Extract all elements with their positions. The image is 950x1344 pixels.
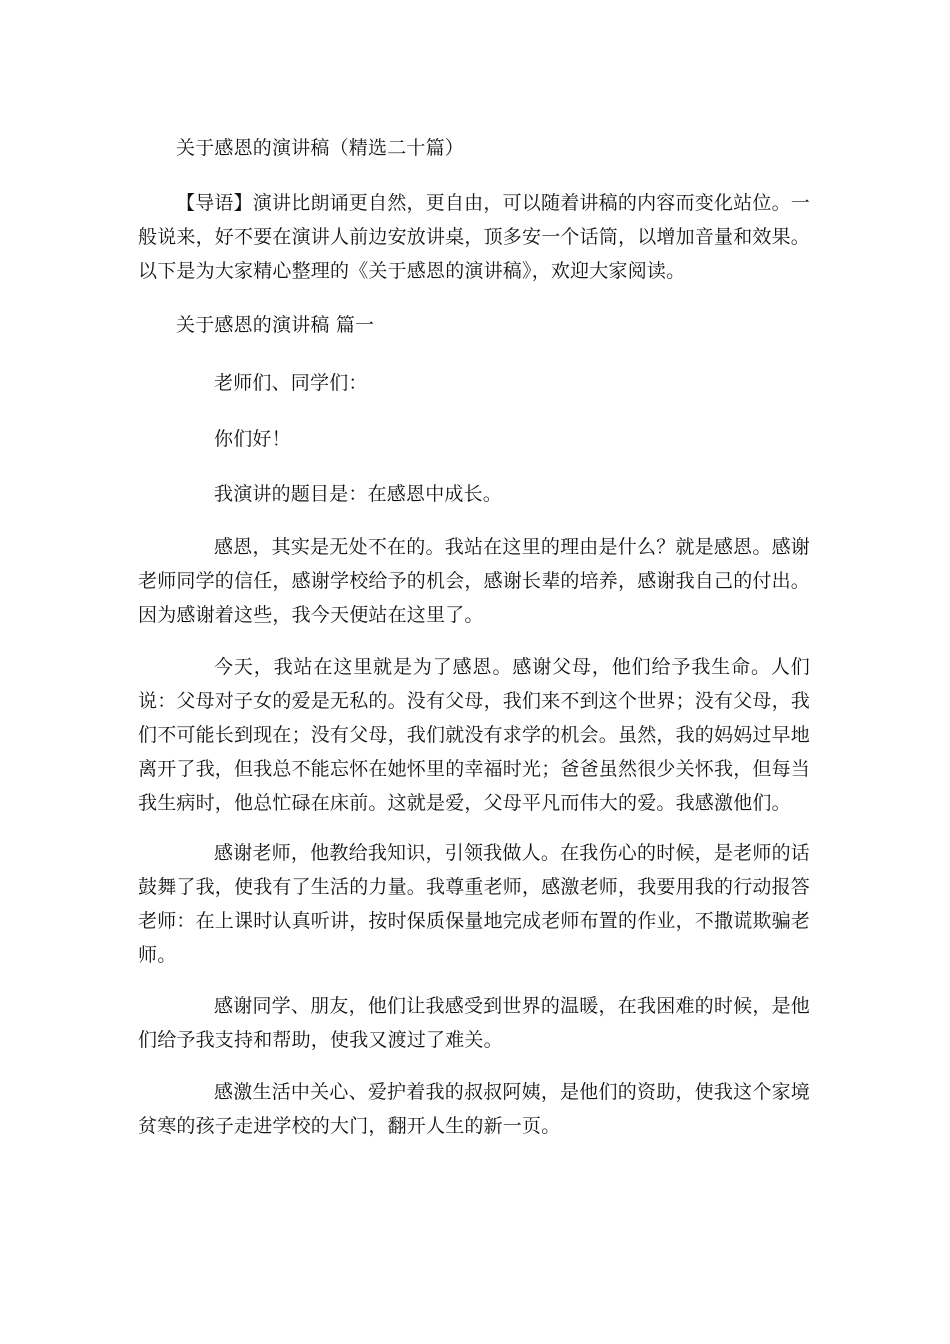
document-title: 关于感恩的演讲稿（精选二十篇） bbox=[176, 137, 465, 159]
body-paragraph: 感激生活中关心、爱护着我的叔叔阿姨，是他们的资助，使我这个家境贫寒的孩子走进学校的大门，翻开人生的新一页。 bbox=[138, 1081, 810, 1137]
intro-paragraph: 【导语】演讲比朗诵更自然，更自由，可以随着讲稿的内容而变化站位。一般说来，好不要在演讲人前边安放讲桌，顶多安一个话筒，以增加音量和效果。以下是为大家精心整理的《关于感恩的演讲稿》，欢迎大家阅读。 bbox=[138, 192, 811, 282]
body-paragraph: 感谢同学、朋友，他们让我感受到世界的温暖，在我困难的时候，是他们给予我支持和帮助，使我又渡过了难关。 bbox=[138, 995, 810, 1051]
body-paragraph: 感谢老师，他教给我知识，引领我做人。在我伤心的时候，是老师的话鼓舞了我，使我有了生活的力量。我尊重老师，感激老师，我要用我的行动报答老师：在上课时认真听讲，按时保质保量地完成老师布置的作业，不撒谎欺骗老师。 bbox=[138, 842, 811, 966]
greeting-line: 老师们、同学们： bbox=[214, 372, 368, 394]
topic-line: 我演讲的题目是：在感恩中成长。 bbox=[214, 483, 503, 505]
hello-line: 你们好！ bbox=[214, 428, 291, 450]
body-paragraph: 今天，我站在这里就是为了感恩。感谢父母，他们给予我生命。人们说：父母对子女的爱是无私的。没有父母，我们来不到这个世界；没有父母，我们不可能长到现在；没有父母，我们就没有求学的机会。虽然，我的妈妈过早地离开了我，但我总不能忘怀在她怀里的幸福时光；爸爸虽然很少关怀我，但每当我生病时，他总忙碌在床前。这就是爱，父母平凡而伟大的爱。我感激他们。 bbox=[138, 656, 811, 814]
body-paragraph: 感恩，其实是无处不在的。我站在这里的理由是什么？就是感恩。感谢老师同学的信任，感谢学校给予的机会，感谢长辈的培养，感谢我自己的付出。因为感谢着这些，我今天便站在这里了。 bbox=[138, 536, 811, 626]
section-heading: 关于感恩的演讲稿 篇一 bbox=[176, 314, 375, 336]
